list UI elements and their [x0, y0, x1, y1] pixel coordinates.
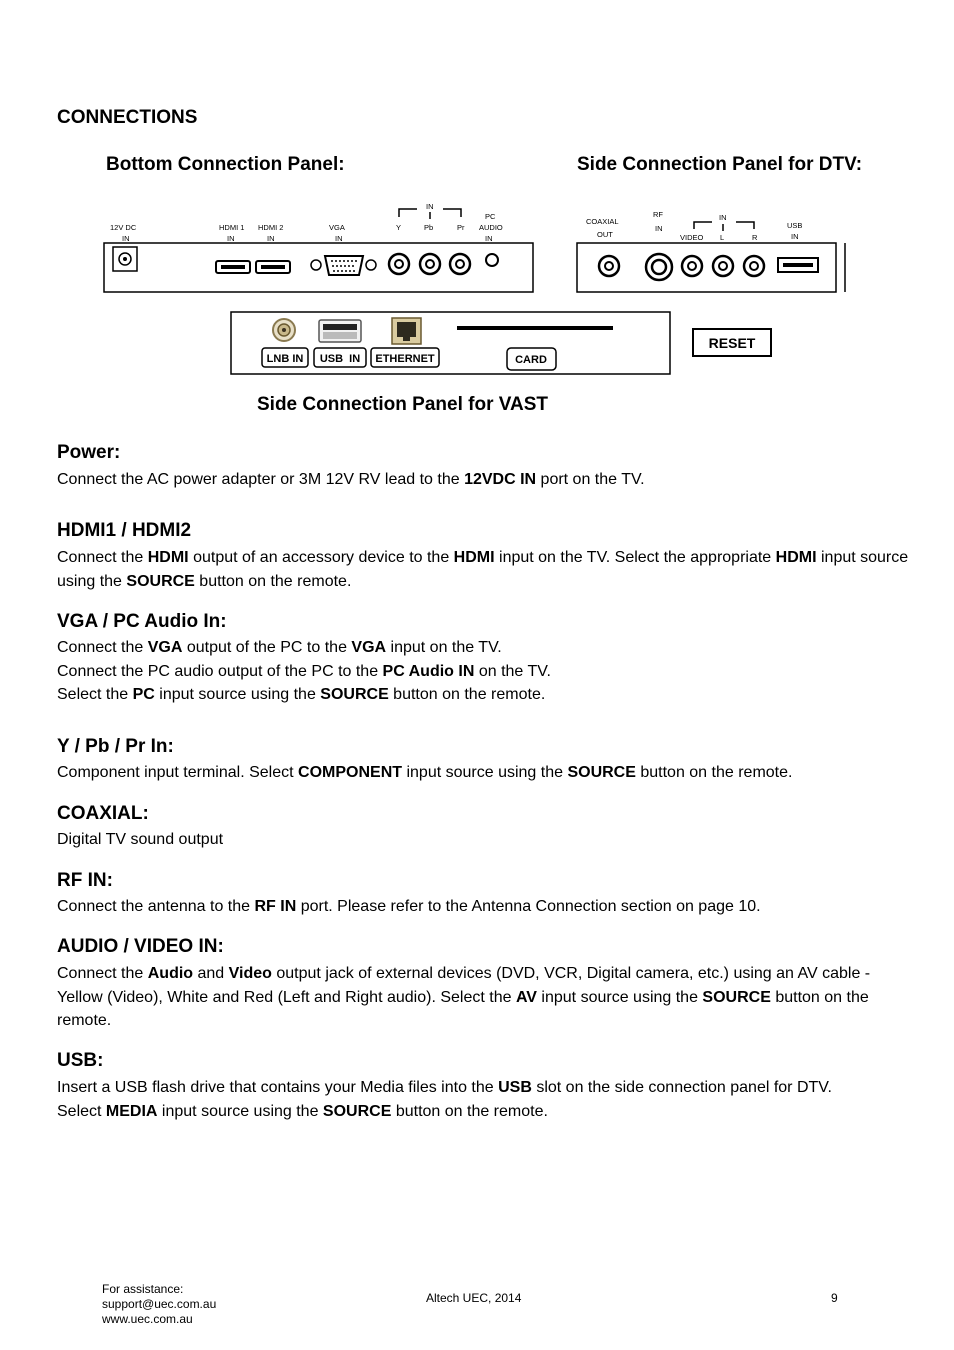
vga-title: VGA / PC Audio In:: [57, 611, 227, 632]
label-12vdc: 12V DC: [110, 223, 137, 232]
label-video: VIDEO: [680, 233, 704, 242]
reset-button-graphic: [693, 329, 771, 356]
label-usb-in: IN: [791, 232, 799, 241]
power-text: Connect the AC power adapter or 3M 12V RV lead to the 12VDC IN port on the TV.: [57, 471, 645, 488]
page-heading: CONNECTIONS: [57, 107, 198, 128]
bottom-connection-panel: [104, 202, 533, 292]
usb-title: USB:: [57, 1050, 104, 1071]
svg-text:LNB IN: LNB IN: [266, 353, 304, 365]
side-dtv-panel: [577, 210, 845, 292]
pc-audio-jack-icon: [486, 254, 498, 266]
side-vast-panel: [231, 312, 670, 374]
footer-copyright: Altech UEC, 2014: [426, 1291, 522, 1305]
pr-jack-icon: [450, 254, 470, 274]
side-vast-title: Side Connection Panel for VAST: [257, 394, 549, 415]
power-title: Power:: [57, 442, 121, 463]
label-hdmi1-in: IN: [227, 234, 235, 243]
label-component-in: IN: [426, 202, 434, 211]
usb-port-icon: [778, 258, 818, 272]
label-l: L: [720, 233, 725, 242]
lnb-in-connector-icon: [273, 319, 295, 341]
usb-in-connector-icon: [319, 320, 361, 342]
label-hdmi2: HDMI 2: [258, 223, 284, 232]
ypbpr-text: Component input terminal. Select COMPONENT input source using the SOURCE button on the remote.: [57, 764, 793, 781]
footer-assistance-label: For assistance:: [102, 1282, 184, 1296]
hdmi-text: Connect the HDMI output of an accessory device to the HDMI input on the TV. Select the appropriate HDMI input source using the SOURCE button on the remote.: [57, 549, 909, 590]
svg-text:CARD: CARD: [515, 354, 547, 366]
lnb-in-label-box: [262, 348, 308, 367]
card-label-box: [507, 348, 556, 370]
hdmi-title: HDMI1 / HDMI2: [57, 520, 192, 541]
svg-text:RESET: RESET: [708, 335, 756, 351]
rfin-title: RF IN:: [57, 870, 113, 891]
footer-website: www.uec.com.au: [102, 1312, 193, 1326]
rfin-text: Connect the antenna to the RF IN port. Please refer to the Antenna Connection section on page 10.: [57, 898, 761, 915]
av-text: Connect the Audio and Video output jack of external devices (DVD, VCR, Digital camera, etc.) using an AV cable - Yellow (Video), White and Red (Left and Right audio). Select the AV input source using the SOURCE button on the remote.: [57, 965, 871, 1029]
bottom-panel-title: Bottom Connection Panel:: [106, 154, 345, 175]
label-r: R: [752, 233, 758, 242]
ethernet-label-box: [371, 348, 439, 367]
label-audio-in: IN: [485, 234, 493, 243]
coaxial-out-jack-icon: [599, 256, 619, 276]
label-y: Y: [396, 223, 402, 232]
label-vga: VGA: [329, 223, 345, 232]
footer-support-email: support@uec.com.au: [102, 1297, 217, 1311]
vga-text: Connect the VGA output of the PC to the VGA input on the TV. Connect the PC audio output of the PC to the PC Audio IN on the TV. Select the PC input source using the SOURCE button on the remote.: [57, 639, 551, 703]
label-pb: Pb: [424, 223, 434, 232]
usb-text: Insert a USB flash drive that contains your Media files into the USB slot on the side connection panel for DTV. Select MEDIA input source using the SOURCE button on the remote.: [57, 1079, 832, 1120]
ethernet-connector-icon: [392, 318, 421, 344]
ypbpr-title: Y / Pb / Pr In:: [57, 736, 174, 757]
coaxial-text: Digital TV sound output: [57, 831, 224, 848]
coaxial-title: COAXIAL:: [57, 803, 149, 824]
vga-port-icon: [311, 256, 376, 275]
label-hdmi2-in: IN: [267, 234, 275, 243]
audio-r-jack-icon: [744, 256, 764, 276]
footer-assistance: [102, 1282, 216, 1327]
label-audio: AUDIO: [479, 223, 503, 232]
label-usb: USB: [787, 221, 803, 230]
usb-in-label-box: [314, 348, 366, 367]
pb-jack-icon: [420, 254, 440, 274]
side-dtv-title: Side Connection Panel for DTV:: [577, 154, 863, 175]
label-12vdc-in: IN: [122, 234, 130, 243]
label-rf: RF: [653, 210, 663, 219]
label-pr: Pr: [457, 223, 465, 232]
svg-text:ETHERNET: ETHERNET: [375, 353, 435, 365]
connection-panels-diagram: [0, 195, 954, 390]
audio-l-jack-icon: [713, 256, 733, 276]
page-number: 9: [831, 1291, 838, 1305]
svg-text:USB IN: USB IN: [319, 353, 361, 365]
label-av-in: IN: [719, 213, 727, 222]
y-jack-icon: [389, 254, 409, 274]
label-vga-in: IN: [335, 234, 343, 243]
video-jack-icon: [682, 256, 702, 276]
label-rf-in: IN: [655, 224, 663, 233]
label-pc: PC: [485, 212, 496, 221]
rf-in-jack-icon: [646, 254, 672, 280]
label-hdmi1: HDMI 1: [219, 223, 245, 232]
label-coaxial-out: OUT: [597, 230, 613, 239]
av-title: AUDIO / VIDEO IN:: [57, 936, 224, 957]
label-coaxial: COAXIAL: [586, 217, 619, 226]
